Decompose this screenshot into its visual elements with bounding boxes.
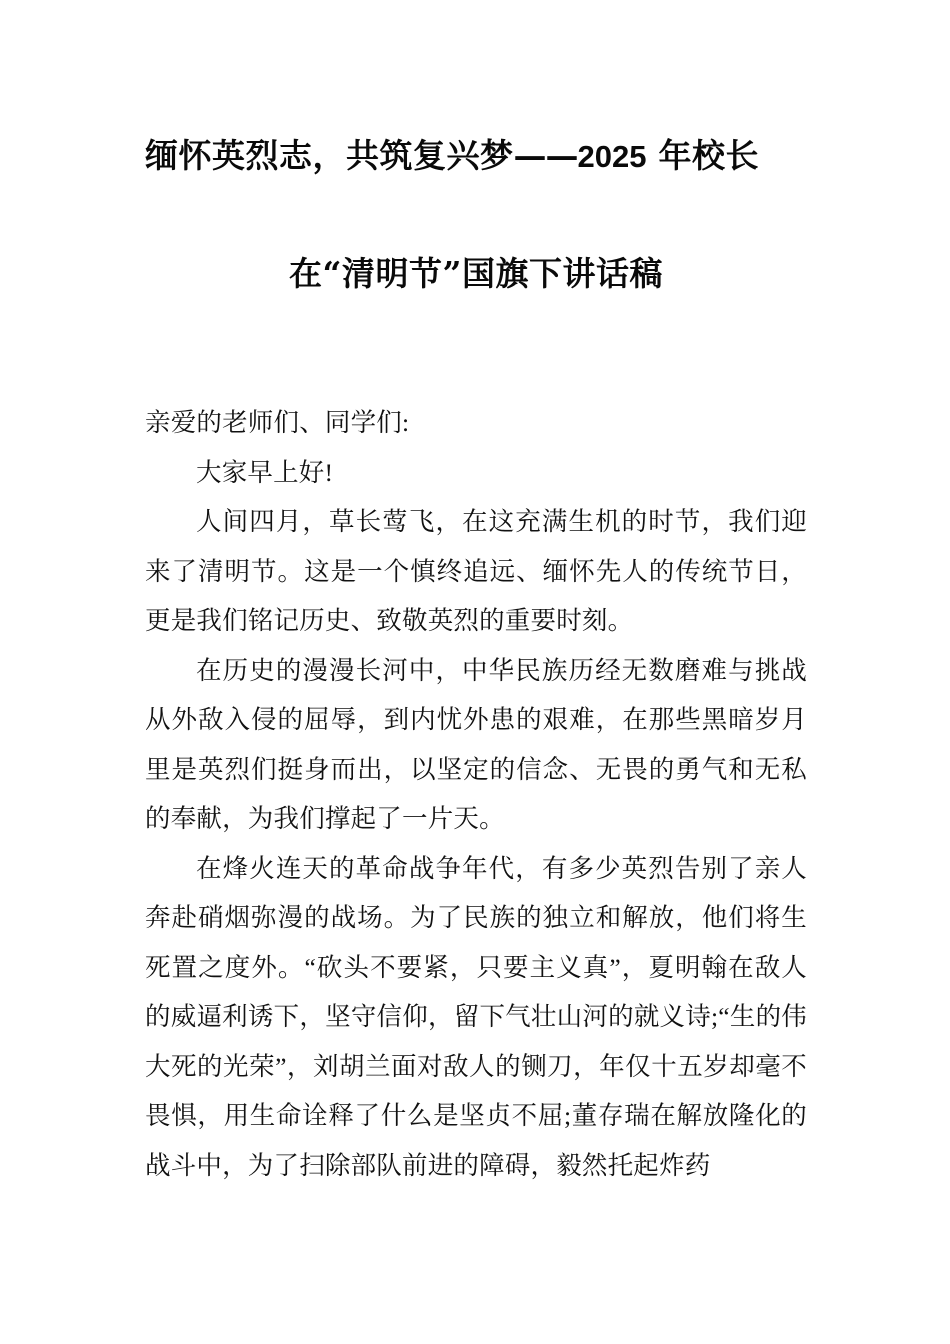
greeting-line: 大家早上好! (196, 457, 334, 487)
title-year: 2025 (577, 139, 647, 174)
title-main-text: 缅怀英烈志，共筑复兴梦 (145, 136, 514, 175)
title-em-dash: —— (513, 136, 578, 175)
document-body (145, 398, 807, 1190)
document-title-line-1 (145, 128, 807, 184)
title-suffix: 年校长 (646, 136, 759, 175)
document-title-line-2: 在“清明节”国旗下讲话稿 (289, 254, 663, 293)
body-paragraph-3: 在烽火连天的革命战争年代，有多少英烈告别了亲人奔赴硝烟弥漫的战场。为了民族的独立和解放，他们将生死置之度外。“砍头不要紧，只要主义真”，夏明翰在敌人的威逼利诱下，坚守信仰，留下气壮山河的就义诗;“生的伟大死的光荣”，刘胡兰面对敌人的铡刀，年仅十五岁却毫不畏惧，用生命诠释了什么是坚贞不屈;董存瑞在解放隆化的战斗中，为了扫除部队前进的障碍，毅然托起炸药 (145, 853, 807, 1180)
salutation-line: 亲爱的老师们、同学们: (145, 408, 410, 437)
body-paragraph-1: 人间四月，草长莺飞，在这充满生机的时节，我们迎来了清明节。这是一个慎终追远、缅怀先人的传统节日，更是我们铭记历史、致敬英烈的重要时刻。 (145, 507, 807, 635)
document-title-block (145, 128, 807, 301)
body-paragraph-2: 在历史的漫漫长河中，中华民族历经无数磨难与挑战从外敌入侵的屈辱，到内忧外患的艰难，在那些黑暗岁月里是英烈们挺身而出，以坚定的信念、无畏的勇气和无私的奉献，为我们撑起了一片天。 (145, 655, 807, 833)
